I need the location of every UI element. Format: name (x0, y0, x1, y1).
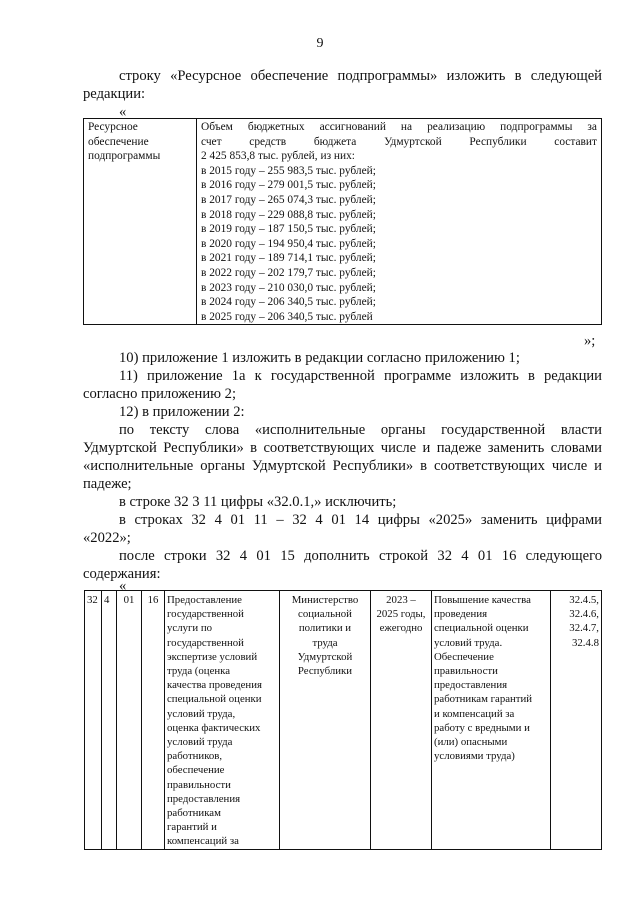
row-3231-instruction: в строке 32 3 11 цифры «32.0.1,» исключить; (119, 494, 397, 510)
intro-line-2: редакции: (83, 86, 146, 102)
term-line: 2023 – (386, 594, 416, 606)
executor-line: социальной (298, 608, 352, 621)
result-line: проведения (434, 608, 488, 621)
item-12: 12) в приложении 2: (119, 404, 245, 420)
resource-text-cell (197, 119, 602, 325)
executor-line: труда (312, 636, 338, 649)
code-cell-1 (85, 591, 102, 850)
item-11-line-1: 11) приложение 1а к государственной программе изложить в редакции (119, 368, 602, 384)
item-10: 10) приложение 1 изложить в редакции согласно приложению 1; (119, 350, 520, 366)
after-row-line-2: содержания: (83, 566, 161, 582)
measure-name-line: гарантий и (167, 821, 217, 834)
close-quote: »; (584, 333, 596, 349)
resource-year-2016: в 2016 году – 279 001,5 тыс. рублей; (201, 179, 376, 192)
measure-name-line: условий труда, (167, 707, 236, 720)
measure-name-line: работникам (167, 807, 221, 820)
result-line: и компенсаций за (434, 707, 515, 720)
indicator-codes-cell (551, 591, 602, 850)
resource-text-line: счет средств бюджета Удмуртской Республики составит (201, 135, 597, 148)
measure-name-line: услуги по (167, 622, 213, 635)
executor-line: Министерство (291, 594, 359, 606)
term-cell (371, 591, 432, 850)
resource-year-2022: в 2022 году – 202 179,7 тыс. рублей; (201, 266, 376, 279)
text-line-4: падеже; (83, 476, 132, 492)
resource-label-cell (84, 119, 197, 325)
new-row-table (84, 590, 602, 850)
resource-year-2023: в 2023 году – 210 030,0 тыс. рублей; (201, 281, 376, 294)
result-line: специальной оценки (434, 622, 529, 635)
resource-text-line: Объем бюджетных ассигнований на реализацию подпрограммы за (201, 121, 597, 133)
measure-name-cell (165, 591, 280, 850)
item-11-line-2: согласно приложению 2; (83, 386, 237, 402)
indicator-code: 32.4.7, (569, 622, 599, 635)
executor-line: Республики (297, 665, 353, 678)
code-cell-4 (142, 591, 165, 850)
measure-name-line: работников, (167, 750, 223, 763)
resource-year-2019: в 2019 году – 187 150,5 тыс. рублей; (201, 223, 376, 236)
code-cell-2 (102, 591, 117, 850)
indicator-code: 32.4.5, (569, 594, 599, 606)
resource-label-line: обеспечение (88, 135, 149, 148)
measure-name-line: компенсаций за (167, 835, 239, 848)
code-part: 32 (87, 594, 98, 606)
result-line: правильности (434, 665, 498, 678)
executor-line: Удмуртской (297, 650, 353, 663)
page-number: 9 (316, 36, 324, 51)
measure-name-line: экспертизе условий (167, 650, 258, 663)
measure-name-line: условий труда (167, 736, 233, 749)
measure-name-line: государственной (167, 608, 244, 621)
result-line: предоставления (434, 679, 508, 692)
code-cell-3 (117, 591, 142, 850)
code-part: 4 (104, 594, 110, 606)
indicator-code: 32.4.6, (569, 608, 599, 621)
result-line: (или) опасными (434, 736, 508, 749)
measure-name-line: специальной оценки (167, 693, 262, 706)
measure-name-line: Предоставление (167, 594, 242, 606)
result-line: работу с вредными и (434, 721, 530, 734)
text-line-3: «исполнительные органы Удмуртской Республики» в соответствующих числе и (83, 458, 602, 474)
result-line: условий труда. (434, 636, 503, 649)
intro-line-1: строку «Ресурсное обеспечение подпрограммы» изложить в следующей (119, 68, 602, 84)
measure-name-line: качества проведения (167, 679, 262, 692)
open-quote: « (119, 104, 127, 120)
resource-label-line: подпрограммы (88, 150, 161, 163)
indicator-code: 32.4.8 (572, 636, 599, 649)
result-cell (432, 591, 551, 850)
resource-year-2020: в 2020 году – 194 950,4 тыс. рублей; (201, 237, 376, 250)
term-line: 2025 годы, (376, 608, 426, 621)
text-line-2: Удмуртской Республики» в соответствующих числе и падеже заменить словами (83, 440, 602, 456)
measure-name-line: правильности (167, 778, 231, 791)
resource-year-2018: в 2018 году – 229 088,8 тыс. рублей; (201, 208, 376, 221)
measure-name-line: труда (оценка (167, 665, 231, 678)
resource-year-2024: в 2024 году – 206 340,5 тыс. рублей; (201, 296, 376, 309)
result-line: Обеспечение (434, 650, 494, 663)
resource-label-line: Ресурсное (88, 121, 138, 133)
resource-year-2017: в 2017 году – 265 074,3 тыс. рублей; (201, 193, 376, 206)
measure-name-line: государственной (167, 636, 244, 649)
result-line: Повышение качества (434, 594, 531, 606)
result-line: работникам гарантий (434, 693, 533, 706)
measure-name-line: оценка фактических (167, 721, 261, 734)
executor-line: политики и (298, 622, 352, 635)
measure-name-line: обеспечение (167, 764, 225, 777)
resource-table (83, 118, 602, 325)
after-row-line-1: после строки 32 4 01 15 дополнить строкой 32 4 01 16 следующего (119, 548, 602, 564)
code-part: 01 (123, 594, 135, 606)
code-part: 16 (147, 594, 159, 606)
term-line: ежегодно (379, 622, 423, 635)
resource-year-2025: в 2025 году – 206 340,5 тыс. рублей (201, 310, 373, 323)
text-line-1: по тексту слова «исполнительные органы государственной власти (119, 422, 602, 438)
resource-year-2021: в 2021 году – 189 714,1 тыс. рублей; (201, 252, 376, 265)
resource-total: 2 425 853,8 тыс. рублей, из них: (201, 150, 355, 163)
rows-instruction-line-2: «2022»; (83, 530, 131, 546)
rows-instruction-line-1: в строках 32 4 01 11 – 32 4 01 14 цифры «2025» заменить цифрами (119, 512, 602, 528)
executor-cell (280, 591, 371, 850)
result-line: условиями труда) (434, 750, 515, 763)
measure-name-line: предоставления (167, 792, 241, 805)
open-quote-2: « (119, 578, 127, 594)
resource-year-2015: в 2015 году – 255 983,5 тыс. рублей; (201, 164, 376, 177)
